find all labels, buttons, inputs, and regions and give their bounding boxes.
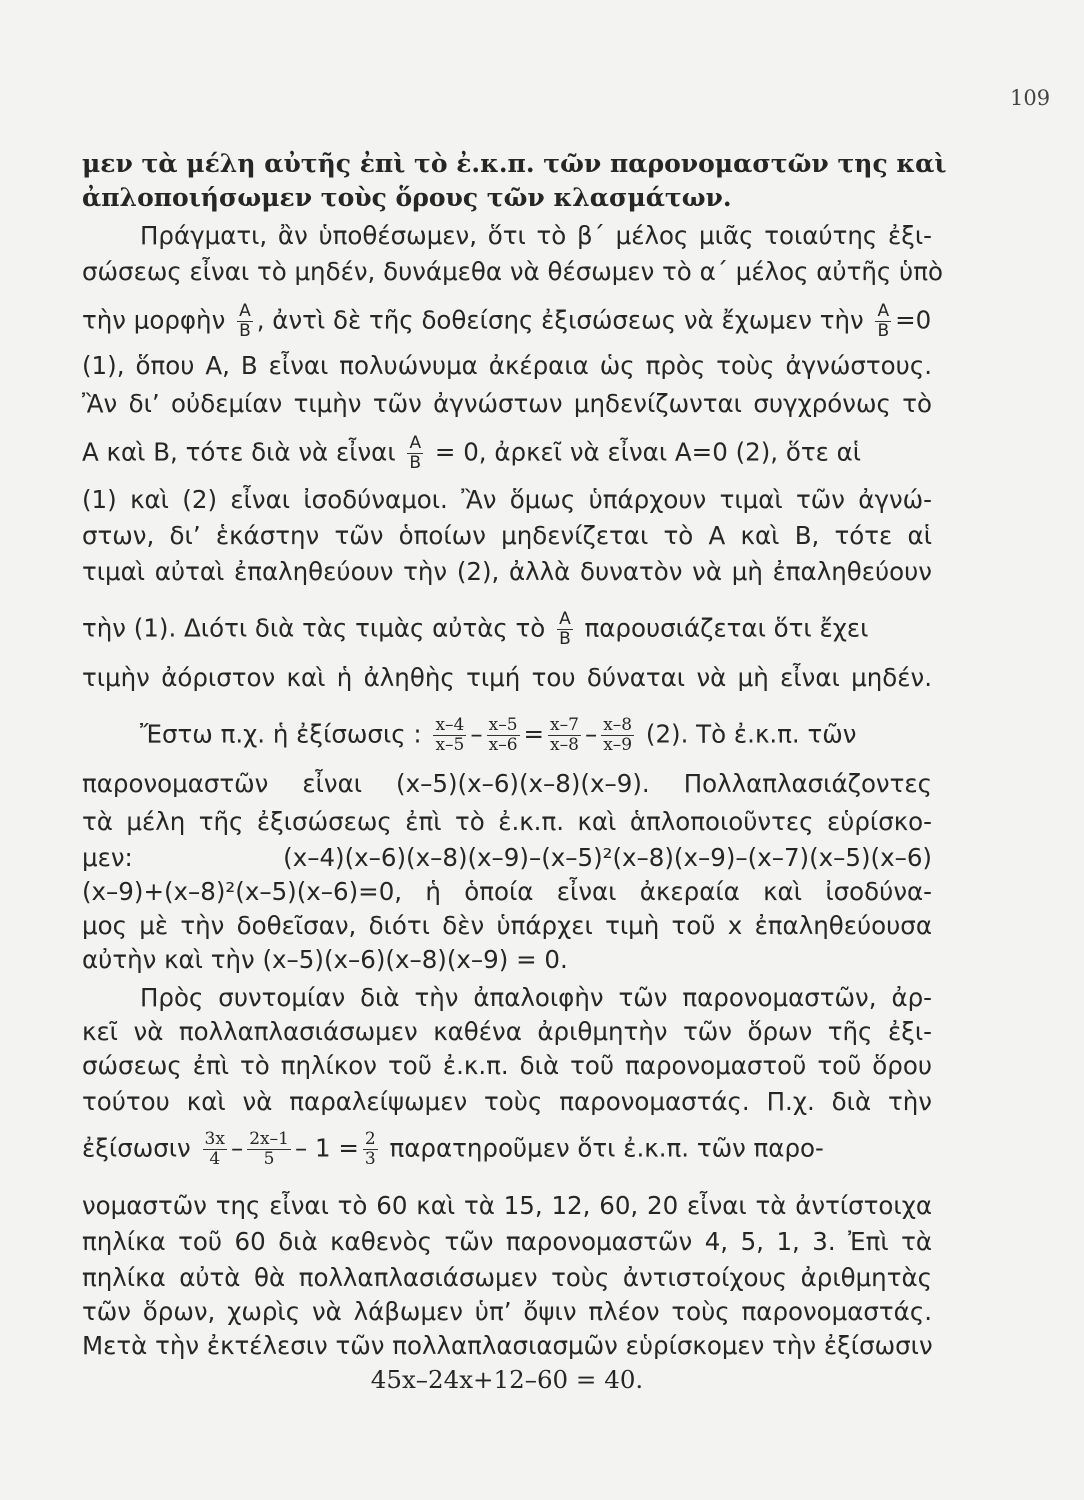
text-line: τιμὴν ἀόριστον καὶ ἡ ἀληθὴς τιμή του δύναται νὰ μὴ εἶναι μηδέν. bbox=[82, 663, 932, 692]
fraction bbox=[601, 716, 634, 755]
text-line: Πράγματι, ἂν ὑποθέσωμεν, ὅτι τὸ β΄ μέλος μιᾶς τοιαύτης ἐξι- bbox=[140, 221, 932, 250]
fraction-denominator: x–5 bbox=[435, 735, 465, 755]
equation-line bbox=[82, 716, 932, 755]
fraction-denominator: x–8 bbox=[550, 735, 579, 755]
operator: – 1 = bbox=[294, 1133, 359, 1163]
text-line: μος μὲ τὴν δοθεῖσαν, διότι δὲν ὑπάρχει τιμὴ τοῦ x ἐπαληθεύουσα bbox=[82, 911, 932, 940]
text-line: τιμαὶ αὐταὶ ἐπαληθεύουν τὴν (2), ἀλλὰ δυνατὸν νὰ μὴ ἐπαληθεύουν bbox=[82, 557, 932, 586]
text-line bbox=[82, 434, 932, 473]
text-line: αὐτὴν καὶ τὴν (x–5)(x–6)(x–8)(x–9) = 0. bbox=[82, 945, 568, 974]
fraction-a-over-b bbox=[237, 302, 253, 341]
operator: – bbox=[584, 719, 598, 749]
fraction-denominator: 3 bbox=[364, 1149, 376, 1169]
text-line: Πρὸς συντομίαν διὰ τὴν ἀπαλοιφὴν τῶν παρονομαστῶν, ἀρ- bbox=[140, 983, 932, 1012]
fraction bbox=[548, 716, 581, 755]
text-fragment: Ἔστω π.χ. ἡ ἐξίσωσις : bbox=[140, 719, 422, 749]
fraction-numerator: 3x bbox=[204, 1129, 225, 1149]
fraction-denominator: x–6 bbox=[488, 735, 518, 755]
fraction bbox=[203, 1130, 227, 1169]
text-line: ἀπλοποιήσωμεν τοὺς ὅρους τῶν κλασμάτων. bbox=[82, 183, 732, 212]
page-number: 109 bbox=[1010, 86, 1051, 110]
text-fragment: Α καὶ Β, τότε διὰ νὰ εἶναι bbox=[82, 437, 396, 467]
text-line: μεν: (x–4)(x–6)(x–8)(x–9)–(x–5)²(x–8)(x–9)–(x–7)(x–5)(x–6) bbox=[82, 843, 932, 872]
text-fragment: , ἀντὶ δὲ τῆς δοθείσης ἐξισώσεως νὰ ἔχωμεν τὴν bbox=[256, 305, 864, 335]
text-fragment: τὴν (1). Διότι διὰ τὰς τιμὰς αὐτὰς τὸ bbox=[82, 613, 546, 643]
fraction-numerator: Α bbox=[409, 433, 422, 453]
fraction-denominator: Β bbox=[239, 321, 251, 341]
text-line: μεν τὰ μέλη αὐτῆς ἐπὶ τὸ ἐ.κ.π. τῶν παρονομαστῶν της καὶ bbox=[82, 149, 947, 178]
text-line: (1) καὶ (2) εἶναι ἰσοδύναμοι. Ἂν ὅμως ὑπάρχουν τιμαὶ τῶν ἀγνώ- bbox=[82, 485, 932, 514]
fraction bbox=[433, 716, 466, 755]
fraction-denominator: 4 bbox=[209, 1149, 221, 1169]
equation-line bbox=[82, 1130, 932, 1169]
fraction-numerator: Α bbox=[239, 301, 251, 321]
text-fragment: = 0, ἀρκεῖ νὰ εἶναι Α=0 (2), ὅτε αἱ bbox=[434, 437, 862, 467]
fraction-numerator: Α bbox=[559, 609, 571, 629]
text-fragment: (2). Τὸ ἐ.κ.π. τῶν bbox=[645, 719, 857, 749]
text-line: τούτου καὶ νὰ παραλείψωμεν τοὺς παρονομαστάς. Π.χ. διὰ τὴν bbox=[82, 1087, 932, 1116]
text-line: πηλίκα τοῦ 60 διὰ καθενὸς τῶν παρονομαστῶν 4, 5, 1, 3. Ἐπὶ τὰ bbox=[82, 1227, 932, 1256]
text-line: παρονομαστῶν εἶναι (x–5)(x–6)(x–8)(x–9). Πολλαπλασιάζοντες bbox=[82, 769, 932, 798]
text-fragment: τὴν μορφὴν bbox=[82, 305, 226, 335]
text-line: (x–9)+(x–8)²(x–5)(x–6)=0, ἡ ὁποία εἶναι ἀκεραία καὶ ἰσοδύνα- bbox=[82, 877, 932, 906]
fraction-denominator: Β bbox=[409, 453, 422, 473]
operator: – bbox=[230, 1133, 244, 1163]
text-line: τὰ μέλη τῆς ἐξισώσεως ἐπὶ τὸ ἐ.κ.π. καὶ ἁπλοποιοῦντες εὑρίσκο- bbox=[82, 807, 932, 836]
fraction-numerator: Α bbox=[877, 301, 890, 321]
text-line: Ἂν δι’ οὐδεμίαν τιμὴν τῶν ἀγνώστων μηδενίζωνται συγχρόνως τὸ bbox=[82, 389, 932, 418]
fraction-numerator: x–7 bbox=[550, 715, 579, 735]
fraction-a-over-b bbox=[875, 302, 891, 341]
text-line: τῶν ὅρων, χωρὶς νὰ λάβωμεν ὑπ’ ὄψιν πλέον τοὺς παρονομαστάς. bbox=[82, 1297, 932, 1326]
text-fragment: παρουσιάζεται ὅτι ἔχει bbox=[584, 613, 869, 643]
text-line: σώσεως ἐπὶ τὸ πηλίκον τοῦ ἐ.κ.π. διὰ τοῦ παρονομαστοῦ τοῦ ὅρου bbox=[82, 1051, 932, 1080]
text-line bbox=[82, 302, 932, 341]
fraction-denominator: Β bbox=[559, 629, 571, 649]
text-line: (1), ὅπου Α, Β εἶναι πολυώνυμα ἀκέραια ὡς πρὸς τοὺς ἀγνώστους. bbox=[82, 351, 932, 380]
text-line: σώσεως εἶναι τὸ μηδέν, δυνάμεθα νὰ θέσωμεν τὸ α΄ μέλος αὐτῆς ὑπὸ bbox=[82, 257, 943, 286]
text-line: Μετὰ τὴν ἐκτέλεσιν τῶν πολλαπλασιασμῶν εὑρίσκομεν τὴν ἐξίσωσιν bbox=[82, 1331, 933, 1360]
text-line: πηλίκα αὐτὰ θὰ πολλαπλασιάσωμεν τοὺς ἀντιστοίχους ἀριθμητὰς bbox=[82, 1263, 932, 1292]
fraction-numerator: x–8 bbox=[603, 715, 633, 735]
text-fragment: παρατηροῦμεν ὅτι ἐ.κ.π. τῶν παρο- bbox=[389, 1133, 824, 1163]
text-line: κεῖ νὰ πολλαπλασιάσωμεν καθένα ἀριθμητὴν τῶν ὅρων τῆς ἐξι- bbox=[82, 1017, 932, 1046]
text-line: νομαστῶν της εἶναι τὸ 60 καὶ τὰ 15, 12, 60, 20 εἶναι τὰ ἀντίστοιχα bbox=[82, 1191, 932, 1220]
operator: = bbox=[523, 719, 545, 749]
fraction-a-over-b bbox=[407, 434, 423, 473]
fraction-denominator: Β bbox=[877, 321, 890, 341]
fraction bbox=[363, 1130, 378, 1169]
operator: – bbox=[470, 719, 483, 749]
fraction bbox=[247, 1130, 291, 1169]
text-line: στων, δι’ ἑκάστην τῶν ὁποίων μηδενίζεται τὸ Α καὶ Β, τότε αἱ bbox=[82, 521, 932, 550]
fraction bbox=[487, 716, 520, 755]
text-line bbox=[82, 610, 932, 649]
text-fragment: ἐξίσωσιν bbox=[82, 1133, 191, 1163]
fraction-denominator: 5 bbox=[263, 1149, 275, 1169]
fraction-numerator: 2x–1 bbox=[249, 1129, 289, 1149]
fraction-denominator: x–9 bbox=[603, 735, 633, 755]
text-fragment: =0 bbox=[895, 305, 932, 335]
fraction-numerator: x–4 bbox=[435, 715, 465, 735]
equation-line: 45x–24x+12–60 = 40. bbox=[370, 1365, 644, 1394]
fraction-numerator: 2 bbox=[364, 1129, 376, 1149]
fraction-a-over-b bbox=[557, 610, 573, 649]
fraction-numerator: x–5 bbox=[488, 715, 518, 735]
